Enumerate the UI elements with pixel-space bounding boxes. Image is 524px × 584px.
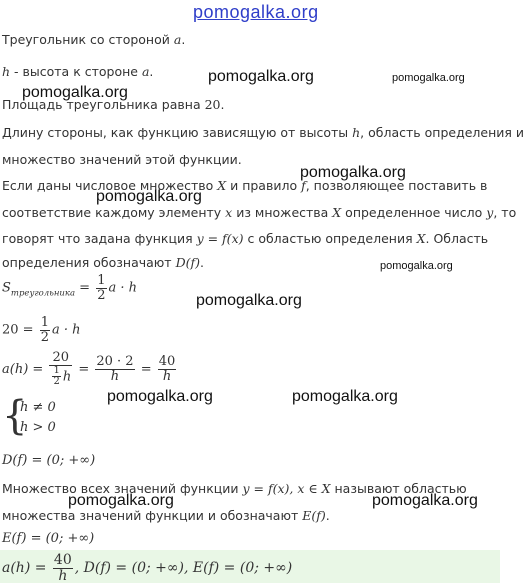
equation-a-of-h: a(h) = 20 $\frac{1}{2}$ h = $\frac{20 \cdot 2}{h}$ = $\frac{40}{h}$: [2, 350, 176, 388]
watermark: pomogalka.org: [96, 188, 202, 205]
watermark: pomogalka.org: [107, 388, 213, 405]
brace-icon: {: [2, 393, 28, 439]
watermark: pomogalka.org: [380, 260, 453, 272]
equation-20: 20 = $\frac{1}{2}$ a · h: [2, 315, 81, 345]
watermark: pomogalka.org: [392, 72, 465, 84]
watermark: pomogalka.org: [372, 492, 478, 509]
fraction: $\frac{40}{h}$: [53, 552, 72, 584]
fraction: $\frac{20 \cdot 2}{h}$: [96, 354, 134, 384]
domain-result: D(f) = (0; +∞): [2, 453, 96, 468]
fraction: $\frac{1}{2}$: [97, 273, 106, 303]
watermark: pomogalka.org: [208, 68, 314, 85]
range-definition-line-1: Множество всех значений функции y = f(x), x ∈ X называют областью: [2, 481, 467, 496]
definition-line-2: соответствие каждому элементу x из множества X определенное число y, то: [2, 205, 517, 220]
fraction: 20 $\frac{1}{2}$ h: [49, 351, 72, 388]
fraction: $\frac{1}{2}$: [40, 315, 49, 345]
problem-line-3: Площадь треугольника равна 20.: [2, 97, 225, 112]
watermark-top[interactable]: pomogalka.org: [193, 2, 319, 22]
definition-line-4: определения обозначают D(f).: [2, 255, 204, 270]
fraction: $\frac{40}{h}$: [158, 354, 176, 384]
watermark: pomogalka.org: [196, 292, 302, 309]
watermark: pomogalka.org: [22, 84, 128, 101]
watermark: pomogalka.org: [300, 164, 406, 181]
area-formula: $S_{треугольника}$ = $\frac{1}{2}$ a · h: [2, 273, 138, 303]
final-answer: a(h) = $\frac{40}{h}$ , D(f) = (0; +∞), E(f) = (0; +∞): [2, 552, 293, 584]
problem-line-5: множество значений этой функции.: [2, 152, 242, 167]
range-result: E(f) = (0; +∞): [2, 531, 95, 546]
definition-line-3: говорят что задана функция y = f(x) с областью определения X. Область: [2, 231, 489, 246]
watermark: pomogalka.org: [68, 492, 174, 509]
problem-line-1: Треугольник со стороной a.: [2, 32, 186, 47]
fraction: $\frac{1}{2}$: [53, 364, 60, 388]
range-definition-line-2: множества значений функции и обозначают E(f).: [2, 508, 330, 523]
watermark: pomogalka.org: [292, 388, 398, 405]
problem-line-2: h - высота к стороне a.: [2, 64, 154, 79]
definition-line-1: Если даны числовое множество X и правило f, позволяющее поставить в: [2, 178, 488, 193]
problem-line-4: Длину стороны, как функцию зависящую от высоты h, область определения и: [2, 125, 524, 140]
